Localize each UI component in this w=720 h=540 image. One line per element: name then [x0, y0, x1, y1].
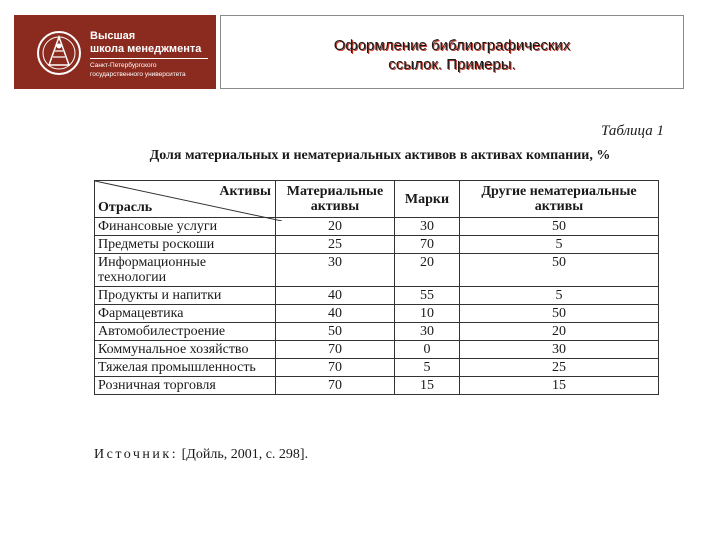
value-cell: 30: [460, 341, 659, 359]
table-header-row: [95, 181, 659, 218]
table-number: Таблица 1: [601, 123, 664, 139]
logo-line-2: школа менеджмента: [90, 43, 202, 55]
value-cell: 10: [395, 305, 460, 323]
value-cell: 5: [395, 359, 460, 377]
table-row: [95, 254, 659, 287]
industry-cell: Продукты и напитки: [95, 287, 276, 305]
industry-cell: Тяжелая промышленность: [95, 359, 276, 377]
industry-cell: Коммунальное хозяйство: [95, 341, 276, 359]
value-cell: 30: [276, 254, 395, 287]
table-row: [95, 341, 659, 359]
table-row: [95, 236, 659, 254]
table-row: [95, 359, 659, 377]
value-cell: 0: [395, 341, 460, 359]
corner-label-industry: Отрасль: [98, 200, 153, 215]
value-cell: 70: [276, 359, 395, 377]
assets-table: [94, 180, 659, 395]
table-row: [95, 377, 659, 395]
source-reference: [Дойль, 2001, с. 298].: [178, 447, 309, 462]
value-cell: 70: [395, 236, 460, 254]
value-cell: 40: [276, 305, 395, 323]
value-cell: 15: [460, 377, 659, 395]
source-note: [94, 447, 308, 463]
value-cell: 50: [460, 254, 659, 287]
table-row: [95, 323, 659, 341]
school-logo: [14, 15, 216, 89]
logo-line-1: Высшая: [90, 30, 136, 42]
industry-cell: Фармацевтика: [95, 305, 276, 323]
value-cell: 30: [395, 218, 460, 236]
value-cell: 40: [276, 287, 395, 305]
table-row: [95, 287, 659, 305]
value-cell: 15: [395, 377, 460, 395]
header-other-intangible: Другие нематериальные активы: [460, 181, 659, 218]
value-cell: 70: [276, 377, 395, 395]
industry-cell: Финансовые услуги: [95, 218, 276, 236]
value-cell: 70: [276, 341, 395, 359]
value-cell: 55: [395, 287, 460, 305]
value-cell: 20: [276, 218, 395, 236]
value-cell: 25: [460, 359, 659, 377]
industry-cell: Информационные технологии: [95, 254, 276, 287]
value-cell: 20: [460, 323, 659, 341]
value-cell: 50: [460, 218, 659, 236]
value-cell: 25: [276, 236, 395, 254]
logo-subtitle-2: государственного университета: [90, 71, 186, 78]
university-emblem-icon: [36, 27, 82, 79]
slide-title-line-2: ссылок. Примеры.: [388, 56, 516, 73]
logo-subtitle-1: Санкт-Петербургского: [90, 62, 157, 69]
logo-divider: [90, 58, 208, 59]
table-caption: Доля материальных и нематериальных активов в активах компании, %: [149, 148, 611, 163]
table-body: [95, 218, 659, 395]
value-cell: 5: [460, 287, 659, 305]
corner-header-cell: [95, 181, 276, 218]
value-cell: 30: [395, 323, 460, 341]
corner-label-assets: Активы: [219, 184, 271, 199]
source-label: Источник:: [94, 447, 179, 462]
value-cell: 5: [460, 236, 659, 254]
value-cell: 20: [395, 254, 460, 287]
slide-title-line-1: Оформление библиографических: [333, 37, 571, 54]
value-cell: 50: [276, 323, 395, 341]
header-tangible-assets: Материальные активы: [276, 181, 395, 218]
industry-cell: Предметы роскоши: [95, 236, 276, 254]
header-brands: Марки: [395, 181, 460, 218]
industry-cell: Автомобилестроение: [95, 323, 276, 341]
value-cell: 50: [460, 305, 659, 323]
table-row: [95, 305, 659, 323]
slide-title-box: [220, 15, 684, 89]
industry-cell: Розничная торговля: [95, 377, 276, 395]
